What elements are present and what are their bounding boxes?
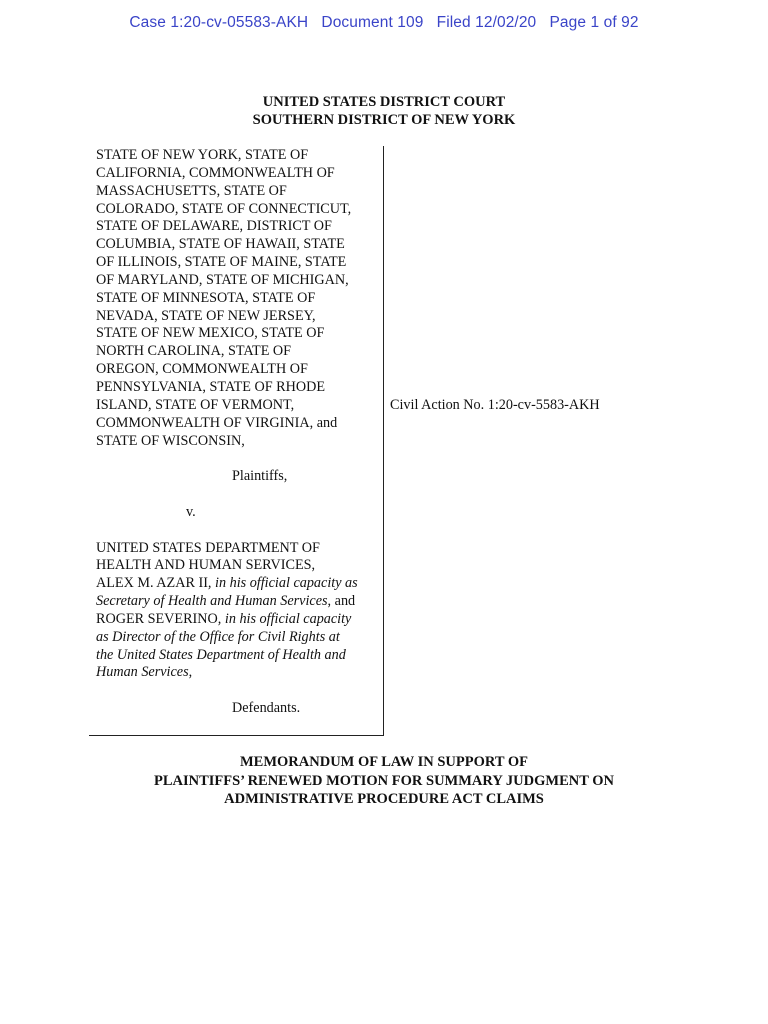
plaintiff-line: COLUMBIA, STATE OF HAWAII, STATE xyxy=(96,236,345,253)
defendant-capacity: , in his official capacity xyxy=(217,610,352,627)
defendant-line: UNITED STATES DEPARTMENT OF xyxy=(96,539,320,556)
ecf-filing-header: Case 1:20-cv-05583-AKH Document 109 Filed 12/02/20 Page 1 of 92 xyxy=(129,14,639,31)
defendant-capacity: , in his official capacity as xyxy=(207,575,358,592)
defendant-conjunction: , and xyxy=(327,593,356,610)
plaintiff-line: MASSACHUSETTS, STATE OF xyxy=(96,182,287,199)
plaintiff-line: COMMONWEALTH OF VIRGINIA, and xyxy=(96,414,338,431)
plaintiffs-label: Plaintiffs, xyxy=(232,468,288,485)
plaintiff-line: PENNSYLVANIA, STATE OF RHODE xyxy=(96,378,326,395)
plaintiff-line: OF MARYLAND, STATE OF MICHIGAN, xyxy=(96,271,349,288)
plaintiff-line: STATE OF NEW MEXICO, STATE OF xyxy=(96,325,325,342)
defendant-name: ROGER SEVERINO xyxy=(96,610,218,627)
defendant-line xyxy=(96,664,381,682)
title-line-2: PLAINTIFFS’ RENEWED MOTION FOR SUMMARY JUDGMENT ON xyxy=(153,772,614,789)
plaintiff-line: COLORADO, STATE OF CONNECTICUT, xyxy=(96,200,352,217)
defendant-line xyxy=(96,611,381,629)
title-line-1: MEMORANDUM OF LAW IN SUPPORT OF xyxy=(239,754,528,770)
defendant-line xyxy=(96,647,381,665)
caption-parties xyxy=(96,147,381,718)
plaintiff-line: ISLAND, STATE OF VERMONT, xyxy=(96,396,295,413)
plaintiff-line: STATE OF NEW YORK, STATE OF xyxy=(96,147,309,163)
caption-horizontal-rule xyxy=(89,735,384,736)
plaintiff-line: OF ILLINOIS, STATE OF MAINE, STATE xyxy=(96,254,347,271)
versus-label: v. xyxy=(186,503,196,520)
plaintiff-line: STATE OF WISCONSIN, xyxy=(96,432,245,449)
defendants-label: Defendants. xyxy=(232,700,301,717)
defendant-capacity: the United States Department of Health and xyxy=(96,646,346,663)
plaintiff-line: STATE OF DELAWARE, DISTRICT OF xyxy=(96,218,332,235)
defendant-line xyxy=(96,629,381,647)
defendant-punctuation: , xyxy=(188,664,193,681)
court-name xyxy=(0,93,768,129)
defendant-capacity: Human Services xyxy=(96,664,189,681)
defendant-line xyxy=(96,575,381,593)
defendant-name: ALEX M. AZAR II xyxy=(96,575,208,592)
defendant-line: HEALTH AND HUMAN SERVICES, xyxy=(96,557,316,574)
plaintiff-line: NORTH CAROLINA, STATE OF xyxy=(96,343,292,360)
court-line-1: UNITED STATES DISTRICT COURT xyxy=(262,94,506,110)
civil-action-number: Civil Action No. 1:20-cv-5583-AKH xyxy=(390,397,600,413)
plaintiff-line: STATE OF MINNESOTA, STATE OF xyxy=(96,289,316,306)
plaintiff-line: CALIFORNIA, COMMONWEALTH OF xyxy=(96,164,335,181)
document-title xyxy=(0,753,768,809)
plaintiff-line: NEVADA, STATE OF NEW JERSEY, xyxy=(96,307,316,324)
caption-vertical-rule xyxy=(383,146,384,736)
defendant-capacity: as Director of the Office for Civil Rights at xyxy=(96,628,340,645)
defendant-line xyxy=(96,593,381,611)
defendant-capacity: Secretary of Health and Human Services xyxy=(96,593,328,610)
title-line-3: ADMINISTRATIVE PROCEDURE ACT CLAIMS xyxy=(224,791,544,807)
court-line-2: SOUTHERN DISTRICT OF NEW YORK xyxy=(252,112,516,128)
plaintiff-line: OREGON, COMMONWEALTH OF xyxy=(96,361,308,378)
